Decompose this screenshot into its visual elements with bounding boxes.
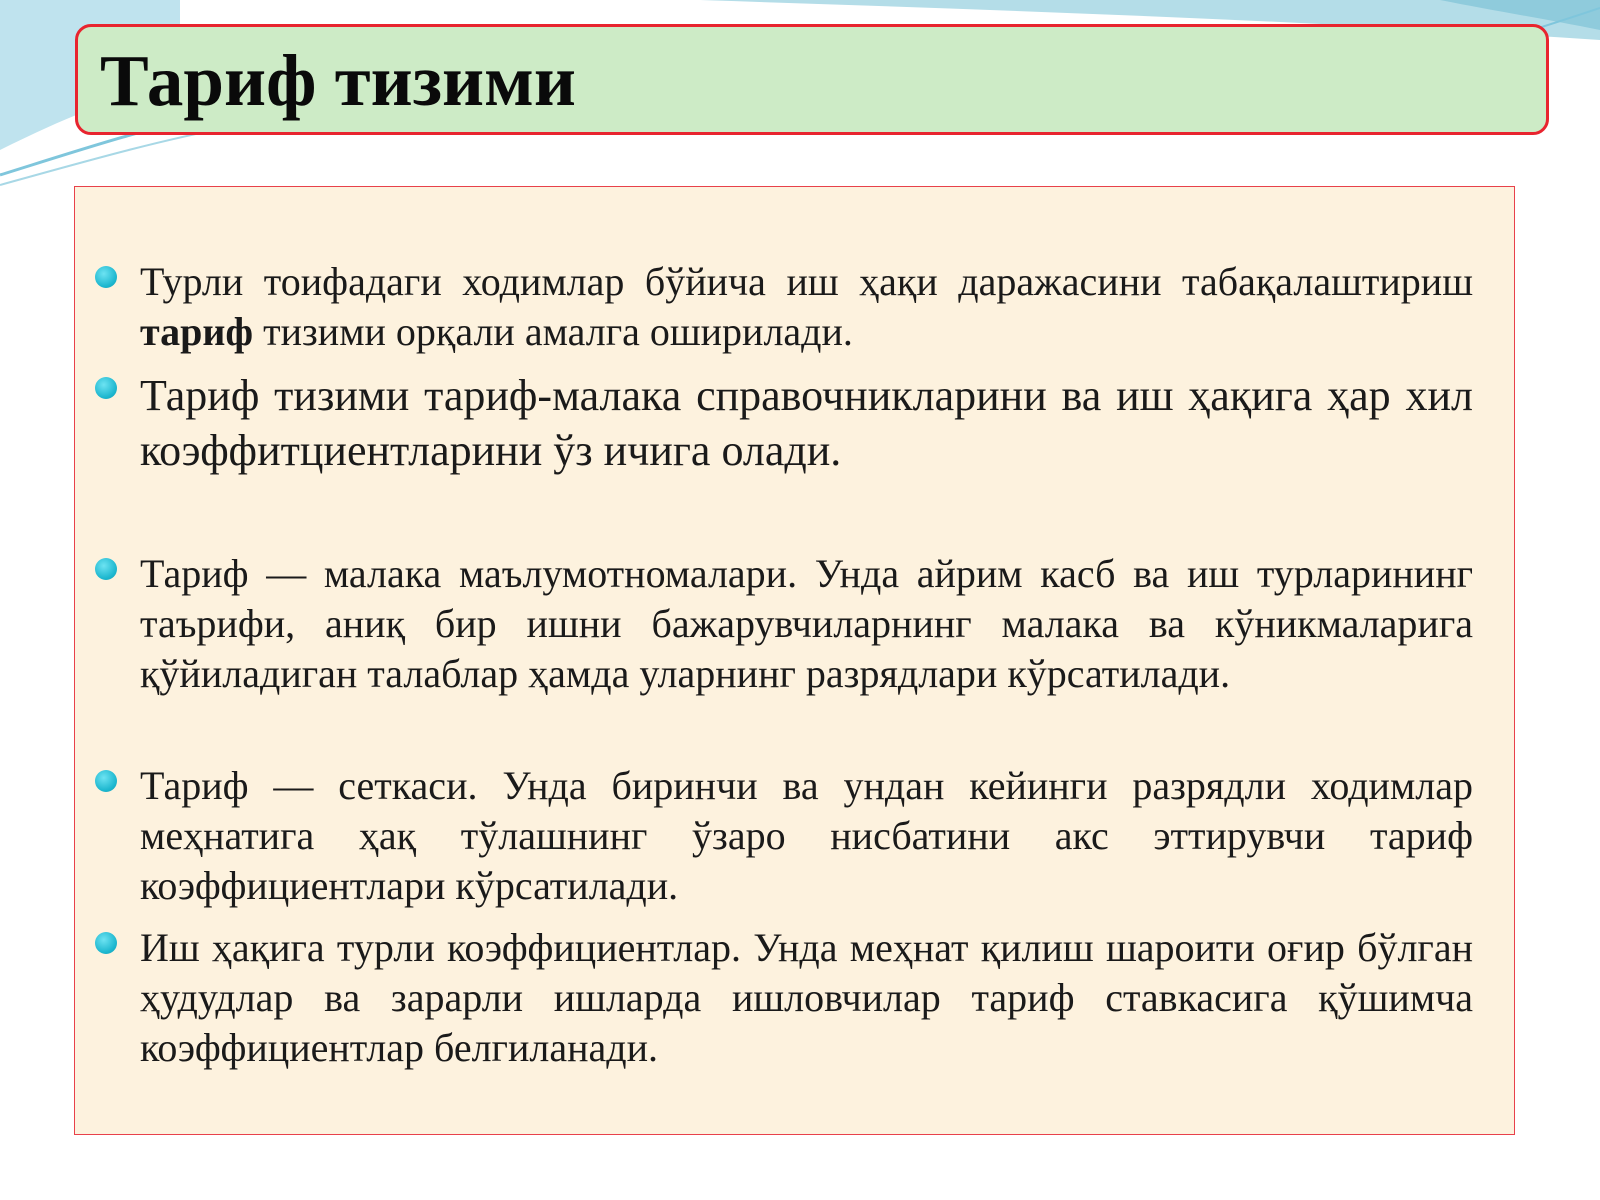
slide-title-box	[75, 24, 1549, 135]
bullet-text-4: Тариф — сеткаси. Унда биринчи ва ундан кейинги разрядли ходимлар меҳнатига ҳақ тўлашнинг ўзаро нисбатини акс эттирувчи тариф коэффициентлари кўрсатилади.	[140, 763, 1473, 908]
bullet-dot-icon	[95, 932, 117, 954]
bullet-dot-icon	[95, 377, 117, 399]
bullet-text-1: Турли тоифадаги ходимлар бўйича иш ҳақи даражасини табақалаштириш тариф тизими орқали амалга оширилади.	[140, 259, 1473, 354]
bullet-dot-icon	[95, 770, 117, 792]
bullet-text-2: Тариф тизими тариф-малака справочникларини ва иш ҳақига ҳар хил коэффитциентларини ўз ичига олади.	[140, 371, 1473, 475]
bullet-text-3: Тариф — малака маълумотномалари. Унда айрим касб ва иш турларининг таърифи, аниқ бир ишни бажарувчиларнинг малака ва кўникмаларига қўйиладиган талаблар ҳамда уларнинг разрядлари кўрсатилади.	[140, 551, 1473, 696]
slide-title: Тариф тизими	[100, 40, 576, 121]
bullet-text-5: Иш ҳақига турли коэффициентлар. Унда меҳнат қилиш шароити оғир бўлган ҳудудлар ва зарарли ишларда ишловчилар тариф ставкасига қўшимча коэффициентлар белгиланади.	[140, 925, 1473, 1070]
content-panel	[74, 186, 1515, 1135]
bullet-dot-icon	[95, 266, 117, 288]
bullet-dot-icon	[95, 558, 117, 580]
